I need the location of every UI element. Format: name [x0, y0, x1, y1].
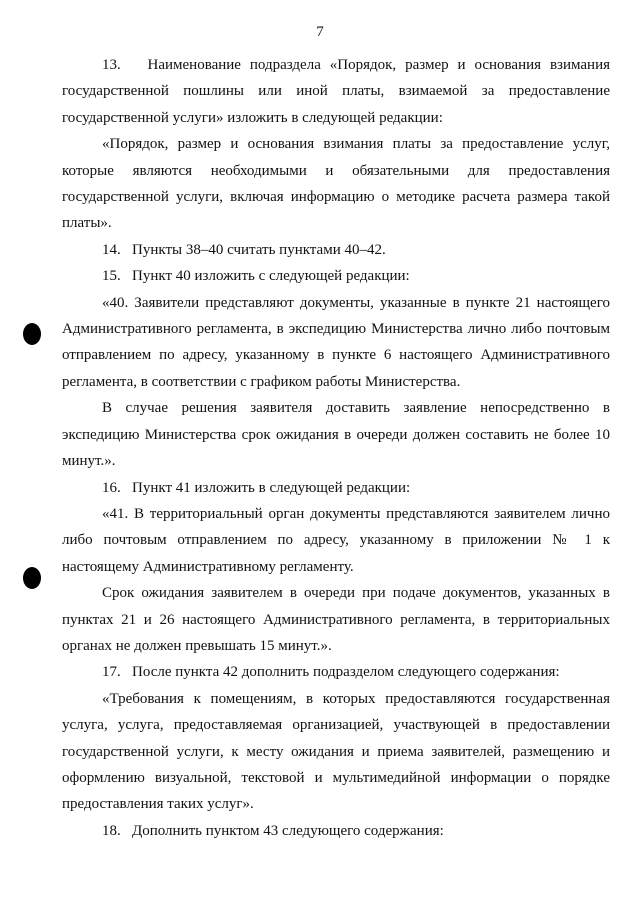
punch-hole-mark — [23, 567, 41, 589]
paragraph-item-13: 13. Наименование подраздела «Порядок, размер и основания взимания государственной пошлины или иной платы, взимаемой за предоставление государственной услуги» изложить в следующей редакции: — [62, 57, 610, 126]
paragraph-item-17: 17. После пункта 42 дополнить подразделом следующего содержания: — [102, 664, 560, 681]
quoted-subsection-title: «Порядок, размер и основания взимания платы за предоставление услуг, которые являются необходимыми и обязательными для предоставления государственной услуги, включая информацию о методике расчета размера такой платы». — [62, 136, 610, 232]
quoted-point-40-continued: В случае решения заявителя доставить заявление непосредственно в экспедицию Министерства срок ожидания в очереди должен составить не более 10 минут.». — [62, 400, 610, 470]
document-body — [62, 52, 610, 844]
quoted-point-40: «40. Заявители представляют документы, указанные в пункте 21 настоящего Административного регламента, в экспедицию Министерства лично либо почтовым отправлением по адресу, указанному в пункте 6 настоящего Административного регламента, в соответствии с графиком работы Министерства. — [62, 294, 610, 390]
paragraph-item-14: 14. Пункты 38–40 считать пунктами 40–42. — [102, 241, 386, 258]
quoted-point-41: «41. В территориальный орган документы представляются заявителем лично либо почтовым отправлением по адресу, указанному в приложении № 1 к настоящему Административному регламенту. — [62, 505, 610, 575]
quoted-point-41-continued: Срок ожидания заявителем в очереди при подаче документов, указанных в пунктах 21 и 26 настоящего Административного регламента, в территориальных органах не должен превышать 15 минут.». — [62, 585, 610, 654]
paragraph-item-15: 15. Пункт 40 изложить с следующей редакции: — [102, 268, 410, 285]
page-number: 7 — [316, 24, 324, 40]
quoted-subsection-requirements: «Требования к помещениям, в которых предоставляются государственная услуга, услуга, предоставляемая организацией, участвующей в предоставлении государственной услуги, к месту ожидания и приема заявителей, размещению и оформлению визуальной, текстовой и мультимедийной информации о порядке предоставления таких услуг». — [62, 690, 610, 813]
paragraph-item-16: 16. Пункт 41 изложить в следующей редакции: — [102, 479, 411, 496]
punch-hole-mark — [23, 323, 41, 345]
paragraph-item-18: 18. Дополнить пунктом 43 следующего содержания: — [102, 822, 444, 839]
